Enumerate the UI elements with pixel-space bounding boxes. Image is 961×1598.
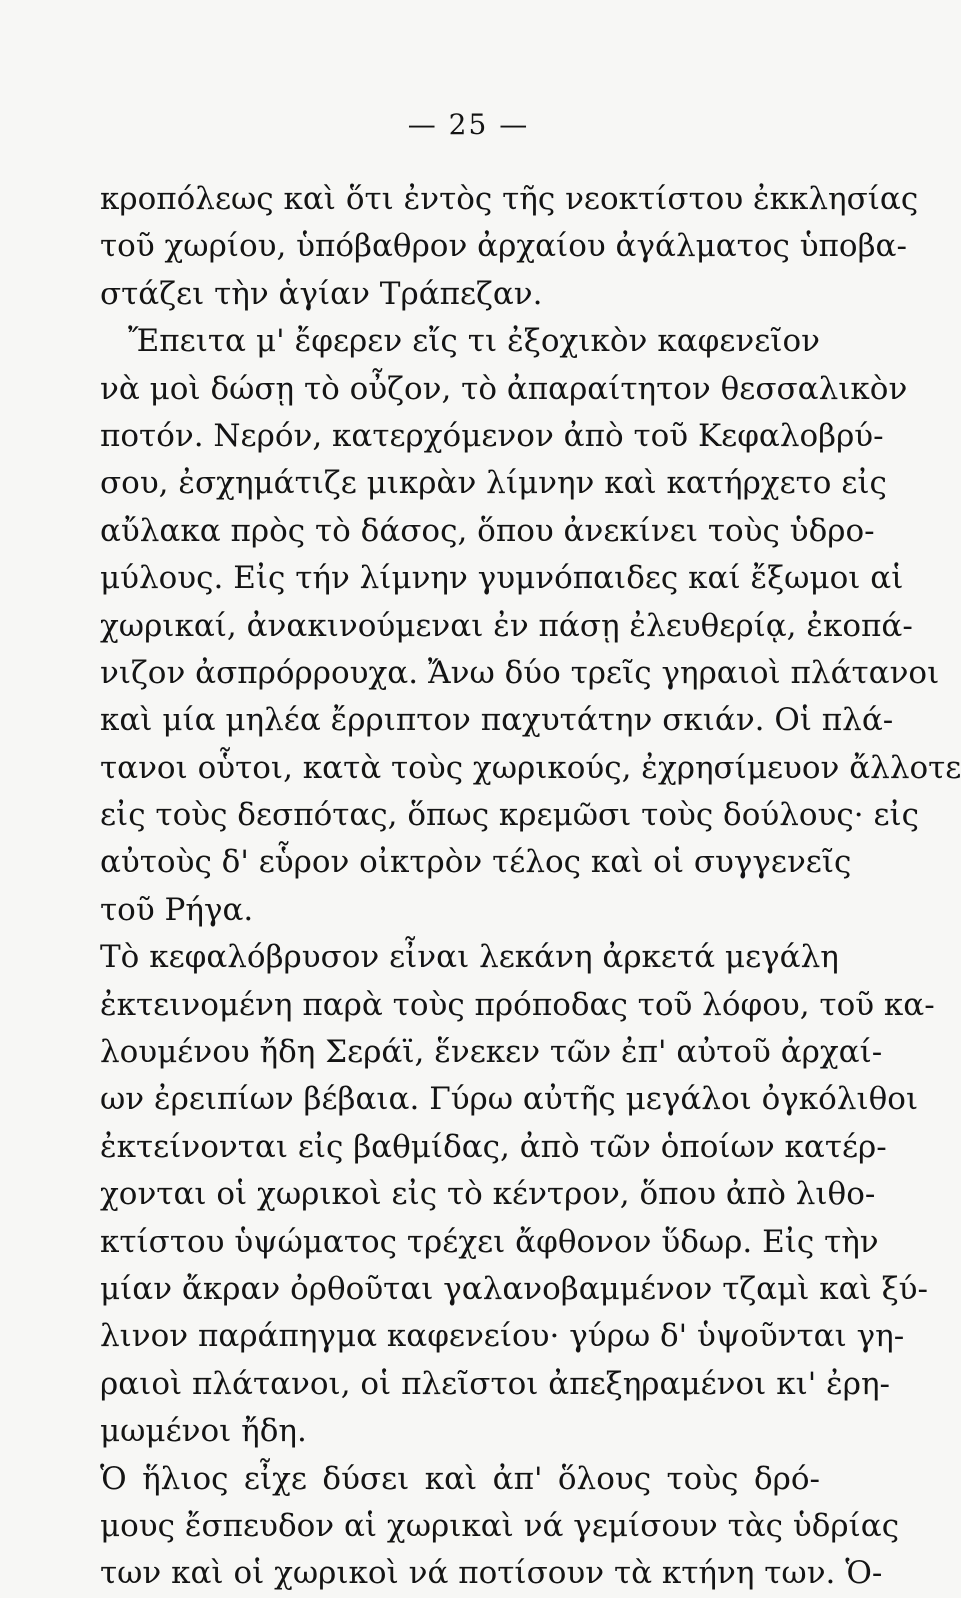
text-line: ραιοὶ πλάτανοι, οἱ πλεῖστοι ἀπεξηραμένοι κι' ἐρη- xyxy=(100,1365,891,1402)
text-line: κροπόλεως καὶ ὅτι ἐντὸς τῆς νεοκτίστου ἐκκλησίας xyxy=(100,181,919,217)
text-line: νιζον ἀσπρόρρουχα. Ἄνω δύο τρεῖς γηραιοὶ πλάτανοι xyxy=(100,654,940,691)
text-line: μους ἔσπευδον αἱ χωρικαὶ νά γεμίσουν τὰς ὑδρίας xyxy=(100,1507,900,1544)
paragraph xyxy=(100,1456,900,1598)
text-line: Τὸ κεφαλόβρυσον εἶναι λεκάνη ἀρκετά μεγάλη xyxy=(100,939,839,976)
paragraph xyxy=(100,934,935,1455)
text-line: ποτόν. Νερόν, κατερχόμενον ἀπὸ τοῦ Κεφαλοβρύ- xyxy=(100,417,884,454)
text-line: ἐκτεινομένη παρὰ τοὺς πρόποδας τοῦ λόφου, τοῦ κα- xyxy=(100,986,935,1023)
text-line: μίαν ἄκραν ὀρθοῦται γαλανοβαμμένον τζαμὶ καὶ ξύ- xyxy=(100,1270,928,1307)
text-line: αὔλακα πρὸς τὸ δάσος, ὅπου ἀνεκίνει τοὺς ὑδρο- xyxy=(100,512,875,549)
text-line: των καὶ οἱ χωρικοὶ νά ποτίσουν τὰ κτήνη των. Ὁ- xyxy=(100,1555,883,1592)
text-line: αὐτοὺς δ' εὗρον οἰκτρὸν τέλος καὶ οἱ συγγενεῖς xyxy=(100,844,852,881)
text-line: εἰς τοὺς δεσπότας, ὅπως κρεμῶσι τοὺς δούλους· εἰς xyxy=(100,797,920,834)
text-line: μωμένοι ἤδη. xyxy=(100,1413,307,1450)
text-line: καὶ μία μηλέα ἔρριπτον παχυτάτην σκιάν. Οἱ πλά- xyxy=(100,702,894,739)
text-line: ἐκτείνονται εἰς βαθμίδας, ἀπὸ τῶν ὁποίων κατέρ- xyxy=(100,1128,887,1165)
text-line: χωρικαί, ἀνακινούμεναι ἐν πάσῃ ἐλευθερίᾳ, ἐκοπά- xyxy=(100,607,913,644)
text-line: ων ἐρειπίων βέβαια. Γύρω αὐτῆς μεγάλοι ὀγκόλιθοι xyxy=(100,1081,919,1118)
text-line: λουμένου ἤδη Σεράϊ, ἕνεκεν τῶν ἐπ' αὐτοῦ ἀρχαί- xyxy=(100,1034,883,1071)
text-line: τοῦ Ρήγα. xyxy=(100,891,254,928)
text-line: τοῦ χωρίου, ὑπόβαθρον ἀρχαίου ἀγάλματος ὑποβα- xyxy=(100,228,907,265)
text-line: στάζει τὴν ἁγίαν Τράπεζαν. xyxy=(100,275,543,312)
paragraph xyxy=(100,176,919,318)
text-line: νὰ μοὶ δώσῃ τὸ οὖζον, τὸ ἀπαραίτητον θεσσαλικὸν xyxy=(100,370,908,407)
page-number: — 25 — xyxy=(407,108,530,141)
text-line: χονται οἱ χωρικοὶ εἰς τὸ κέντρον, ὅπου ἀπὸ λιθο- xyxy=(100,1176,876,1213)
body-text xyxy=(100,176,961,1598)
text-line: Ὁ ἥλιος εἶχε δύσει καὶ ἀπ' ὅλους τοὺς δρό- xyxy=(100,1460,820,1497)
text-line: λινον παράπηγμα καφενείου· γύρω δ' ὑψοῦνται γη- xyxy=(100,1318,905,1355)
text-line: κτίστου ὑψώματος τρέχει ἄφθονον ὕδωρ. Εἰς τὴν xyxy=(100,1223,879,1260)
text-line: μύλους. Εἰς τήν λίμνην γυμνόπαιδες καί ἔξωμοι αἱ xyxy=(100,560,904,597)
text-line: Ἔπειτα μ' ἔφερεν εἴς τι ἐξοχικὸν καφενεῖον xyxy=(128,323,820,360)
text-line: σου, ἐσχημάτιζε μικρὰν λίμνην καὶ κατήρχετο εἰς xyxy=(100,465,887,502)
paragraph xyxy=(100,318,961,934)
text-line: τανοι οὗτοι, κατὰ τοὺς χωρικούς, ἐχρησίμευον ἄλλοτε xyxy=(100,749,961,786)
